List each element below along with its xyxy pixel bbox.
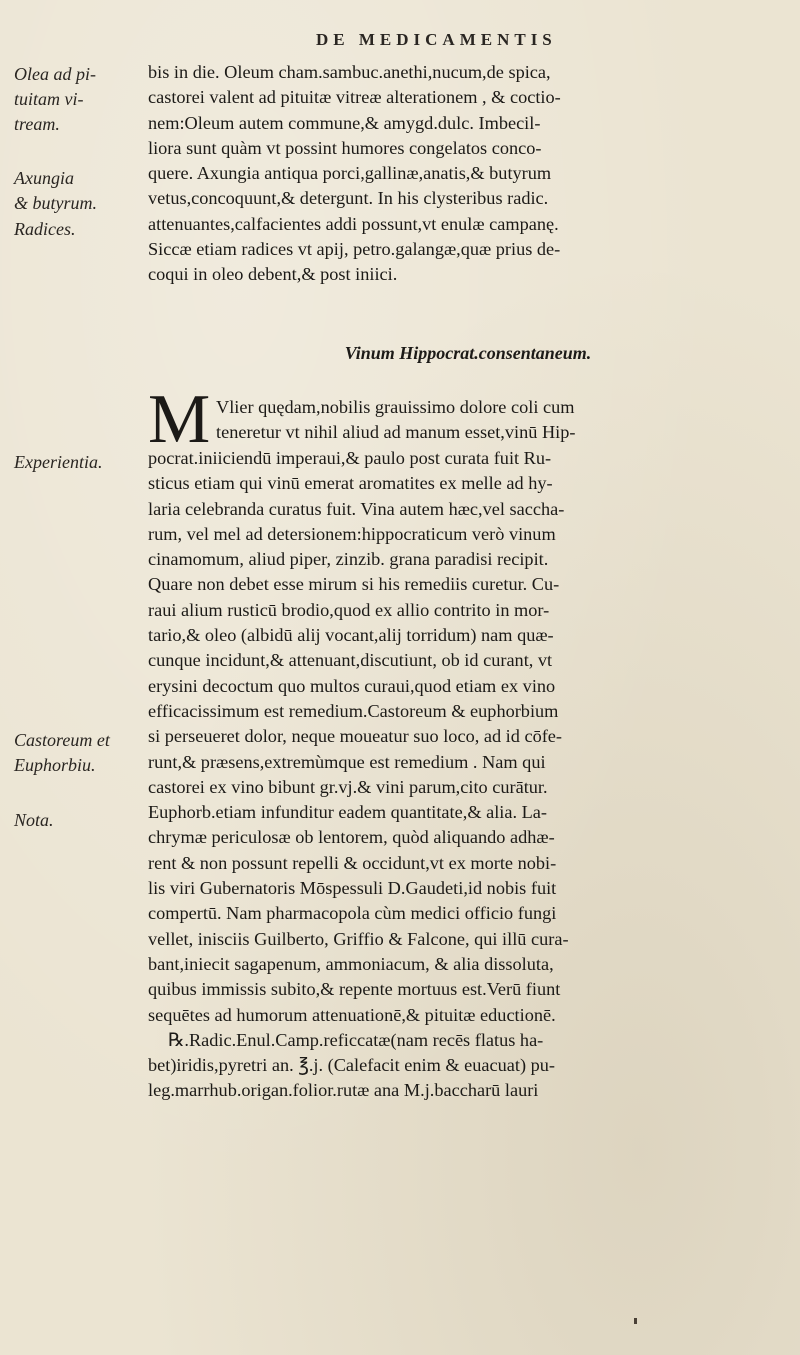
margin-note-axungia [14,166,142,191]
paragraph-olea [148,60,788,288]
text-line: Quare non debet esse mirum si his remediis curetur. Cu- [148,574,560,595]
margin-note-olea [14,62,142,137]
text-line: quere. Axungia antiqua porci,gallinæ,anatis,& butyrum [148,163,552,184]
section-heading: Vinum Hippocrat.consentaneum. [344,343,592,363]
text-line: teneretur vt nihil aliud ad manum esset,vinū Hip- [216,422,576,443]
text-line: compertū. Nam pharmacopola cùm medici officio fungi [148,903,557,924]
margin-note-line: Radices. [14,219,76,239]
drop-cap: M [148,381,211,458]
margin-note-line: Castoreum et [14,730,110,750]
text-line: cunque incidunt,& attenuant,discutiunt, ob id curant, vt [148,650,553,671]
text-line: bant,iniecit sagapenum, ammoniacum, & alia dissoluta, [148,953,554,974]
text-line: liora sunt quàm vt possint humores congelatos conco- [148,137,542,158]
text-line: Vlier quędam,nobilis grauissimo dolore coli cum [216,397,575,417]
margin-note-line: Experientia. [14,452,103,472]
text-line: bet)iridis,pyretri an. ℥.j. (Calefacit enim & euacuat) pu- [148,1055,556,1076]
text-line: vetus,concoquunt,& detergunt. In his clysteribus radic. [148,188,549,209]
text-line: efficacissimum est remedium.Castoreum & euphorbium [148,700,559,721]
margin-note-butyrum [14,191,142,216]
text-line: sequētes ad humorum attenuationē,& pituitæ eductionē. [148,1004,556,1025]
text-line: bis in die. Oleum cham.sambuc.anethi,nucum,de spica, [148,62,551,82]
text-line: runt,& præsens,extremùmque est remedium . Nam qui [148,751,546,772]
text-line: chrymæ periculosæ ob lentorem, quòd aliquando adhæ- [148,827,555,848]
margin-note-line: Axungia [14,168,74,188]
text-line: raui alium rusticū brodio,quod ex allio contrito in mor- [148,599,550,620]
margin-note-line: Nota. [14,810,54,830]
text-line: nem:Oleum autem commune,& amygd.dulc. Imbecil- [148,112,541,133]
ink-mark [634,1318,637,1324]
text-line: si perseueret dolor, neque moueatur suo loco, ad id cōfe- [148,726,563,747]
text-line: erysini decoctum quo multos curaui,quod etiam ex vino [148,675,556,696]
text-line: pocrat.iniiciendū imperaui,& paulo post curata fuit Ru- [148,448,552,468]
margin-note-experientia [14,450,142,475]
text-line: lis viri Gubernatoris Mōspessuli D.Gaudeti,id nobis fuit [148,878,557,899]
margin-note-line: tream. [14,114,60,134]
margin-note-line: Euphorbiu. [14,755,96,775]
paragraph-vinum-start [148,395,788,446]
running-head: DE MEDICAMENTIS [316,30,557,49]
text-line: Siccæ etiam radices vt apij, petro.galangæ,quæ prius de- [148,239,561,260]
paragraph-vinum [148,446,788,1104]
text-line: leg.marrhub.origan.folior.rutæ ana M.j.baccharū lauri [148,1080,539,1101]
text-line: Euphorb.etiam infunditur eadem quantitate,& alia. La- [148,802,548,823]
text-line: vellet, inisciis Guilberto, Griffio & Falcone, qui illū cura- [148,928,569,949]
text-line: castorei ex vino bibunt gr.vj.& vini parum,cito curātur. [148,776,548,797]
margin-note-line: & butyrum. [14,193,97,213]
text-line: coqui in oleo debent,& post iniici. [148,264,398,285]
text-line: laria celebranda curatus fuit. Vina autem hæc,vel saccha- [148,498,565,519]
text-line: cinamomum, aliud piper, zinzib. grana paradisi recipit. [148,549,549,570]
text-line: sticus etiam qui vinū emerat aromatites ex melle ad hy- [148,473,553,494]
text-line: tario,& oleo (albidū alij vocant,alij torridum) nam quæ- [148,625,554,646]
margin-note-line: tuitam vi- [14,89,84,109]
text-line: castorei valent ad pituitæ vitreæ alterationem , & coctio- [148,87,561,108]
text-line: attenuantes,calfacientes addi possunt,vt enulæ campanę. [148,213,559,234]
margin-note-castoreum [14,728,142,778]
text-line: rum, vel mel ad detersionem:hippocraticum verò vinum [148,523,556,544]
text-line-recipe: ℞.Radic.Enul.Camp.reficcatæ(nam recēs flatus ha- [168,1029,544,1050]
margin-note-nota [14,808,142,833]
text-line: rent & non possunt repelli & occidunt,vt ex morte nobi- [148,852,557,873]
margin-note-line: Olea ad pi- [14,64,96,84]
margin-note-radices [14,217,142,242]
text-line: quibus immissis subito,& repente mortuus est.Verū fiunt [148,979,561,1000]
